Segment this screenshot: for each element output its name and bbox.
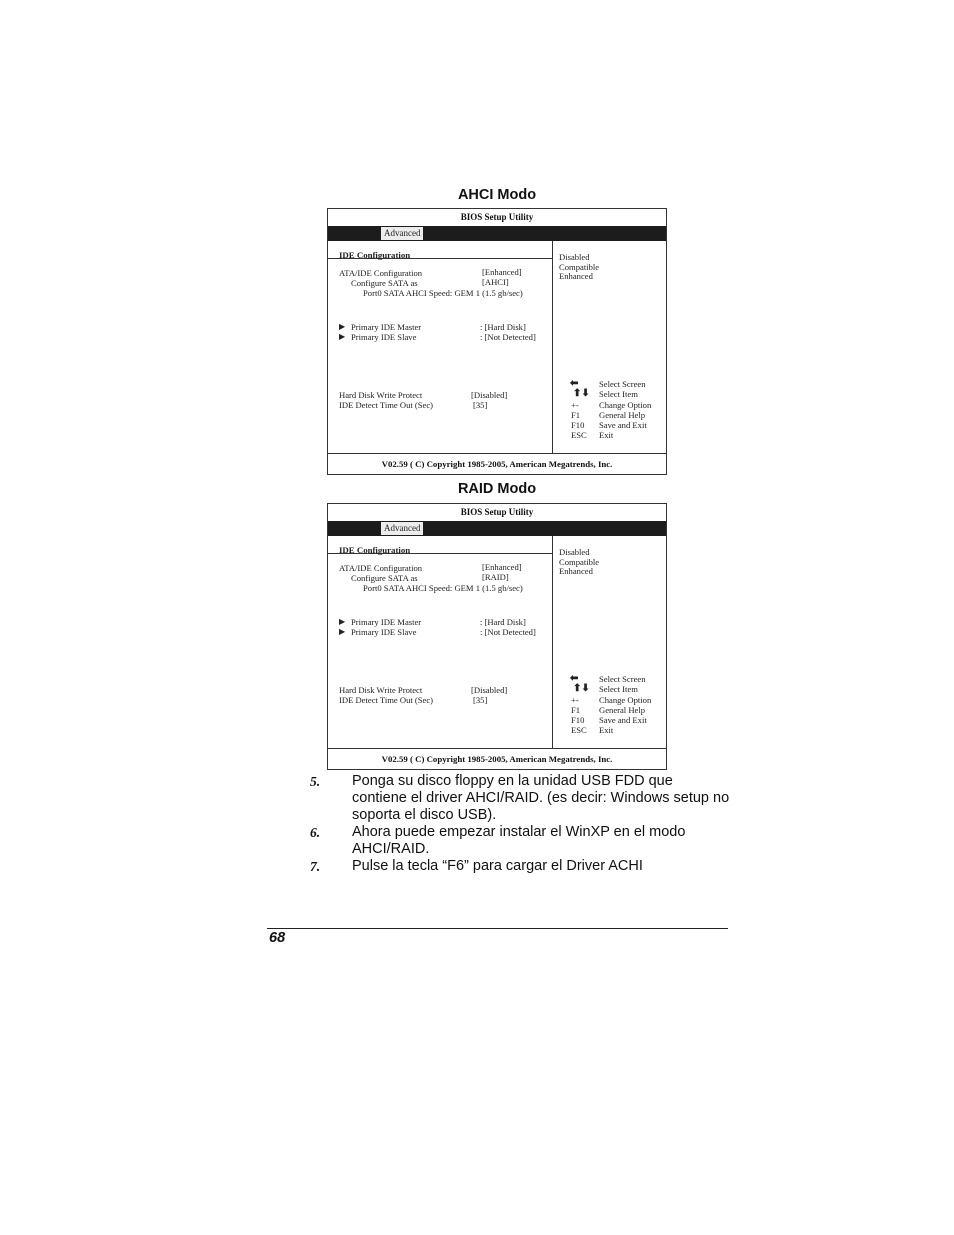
left-arrow-icon: ⬅ [570, 378, 579, 389]
detect-timeout-label: IDE Detect Time Out (Sec) [339, 400, 434, 410]
help-text: Select Item [599, 389, 638, 399]
help-text: Change Option [599, 695, 652, 705]
instruction-list [310, 773, 730, 875]
option-item: Disabled [559, 547, 590, 557]
bios-copyright-footer: V02.59 ( C) Copyright 1985-2005, American Megatrends, Inc. [381, 459, 613, 469]
configure-sata-label: Configure SATA as [351, 573, 418, 583]
option-item: Enhanced [559, 566, 593, 576]
submenu-arrow-icon: ▶ [339, 617, 346, 626]
section-heading: IDE Configuration [339, 250, 411, 260]
step-text: Ahora puede empezar instalar el WinXP en el modo AHCI/RAID. [352, 824, 686, 857]
help-text: Exit [599, 725, 614, 735]
help-text: Exit [599, 430, 614, 440]
step-number: 7. [310, 859, 321, 874]
footer-rule [267, 928, 728, 929]
bios-header: BIOS Setup Utility [460, 507, 534, 517]
list-item [310, 773, 730, 824]
tab-advanced: Advanced [381, 522, 423, 535]
up-down-arrow-icon: ⬆⬇ [573, 388, 590, 399]
primary-ide-master-value: : [Hard Disk] [480, 617, 526, 627]
write-protect-value: [Disabled] [471, 390, 508, 400]
ata-ide-config-label: ATA/IDE Configuration [339, 268, 423, 278]
help-key: ESC [571, 725, 587, 735]
bios-copyright-footer: V02.59 ( C) Copyright 1985-2005, American Megatrends, Inc. [381, 754, 613, 764]
primary-ide-master-value: : [Hard Disk] [480, 322, 526, 332]
help-key: F1 [571, 705, 581, 715]
page-number: 68 [269, 930, 286, 946]
step-number: 5. [310, 774, 321, 789]
primary-ide-master-label: Primary IDE Master [351, 322, 422, 332]
bios-tab-bar [328, 521, 666, 536]
port0-speed-label: Port0 SATA AHCI Speed: GEM 1 (1.5 gb/sec) [363, 288, 523, 298]
column-divider [552, 241, 553, 453]
detect-timeout-value: [35] [473, 695, 488, 705]
configure-sata-value: [AHCI] [482, 277, 509, 287]
help-text: General Help [599, 410, 646, 420]
help-key: F1 [571, 410, 581, 420]
submenu-arrow-icon: ▶ [339, 627, 346, 636]
column-divider [552, 536, 553, 748]
primary-ide-slave-label: Primary IDE Slave [351, 627, 417, 637]
step-text: Ponga su disco floppy en la unidad USB FDD que contiene el driver AHCI/RAID. (es decir: Windows setup no soporta el disco USB). [352, 773, 730, 823]
write-protect-value: [Disabled] [471, 685, 508, 695]
write-protect-label: Hard Disk Write Protect [339, 390, 423, 400]
primary-ide-master-label: Primary IDE Master [351, 617, 422, 627]
help-text: Save and Exit [599, 715, 647, 725]
detect-timeout-label: IDE Detect Time Out (Sec) [339, 695, 434, 705]
submenu-arrow-icon: ▶ [339, 322, 346, 331]
help-key: +- [571, 695, 579, 705]
help-key: F10 [571, 420, 585, 430]
option-item: Compatible [559, 262, 600, 272]
help-text: Save and Exit [599, 420, 647, 430]
detect-timeout-value: [35] [473, 400, 488, 410]
help-key: F10 [571, 715, 585, 725]
configure-sata-label: Configure SATA as [351, 278, 418, 288]
help-text: Select Screen [599, 674, 646, 684]
bios-screenshot-raid [327, 503, 667, 770]
section-title-raid: RAID Modo [457, 481, 537, 497]
configure-sata-value: [RAID] [482, 572, 509, 582]
list-item [310, 858, 730, 875]
left-arrow-icon: ⬅ [570, 673, 579, 684]
ata-ide-config-label: ATA/IDE Configuration [339, 563, 423, 573]
help-text: Select Item [599, 684, 638, 694]
up-down-arrow-icon: ⬆⬇ [573, 683, 590, 694]
section-title-ahci: AHCI Modo [457, 187, 537, 203]
help-text: Change Option [599, 400, 652, 410]
write-protect-label: Hard Disk Write Protect [339, 685, 423, 695]
step-text: Pulse la tecla “F6” para cargar el Driver ACHI [352, 858, 643, 874]
primary-ide-slave-label: Primary IDE Slave [351, 332, 417, 342]
help-text: Select Screen [599, 379, 646, 389]
list-item [310, 824, 730, 858]
bios-header: BIOS Setup Utility [460, 212, 534, 222]
tab-advanced: Advanced [381, 227, 423, 240]
section-heading: IDE Configuration [339, 545, 411, 555]
help-key: ESC [571, 430, 587, 440]
port0-speed-label: Port0 SATA AHCI Speed: GEM 1 (1.5 gb/sec) [363, 583, 523, 593]
help-text: General Help [599, 705, 646, 715]
submenu-arrow-icon: ▶ [339, 332, 346, 341]
help-key: +- [571, 400, 579, 410]
ata-ide-config-value: [Enhanced] [482, 267, 522, 277]
primary-ide-slave-value: : [Not Detected] [480, 332, 536, 342]
option-item: Disabled [559, 252, 590, 262]
bios-tab-bar [328, 226, 666, 241]
ata-ide-config-value: [Enhanced] [482, 562, 522, 572]
bios-screenshot-ahci [327, 208, 667, 475]
primary-ide-slave-value: : [Not Detected] [480, 627, 536, 637]
step-number: 6. [310, 825, 321, 840]
option-item: Compatible [559, 557, 600, 567]
option-item: Enhanced [559, 271, 593, 281]
